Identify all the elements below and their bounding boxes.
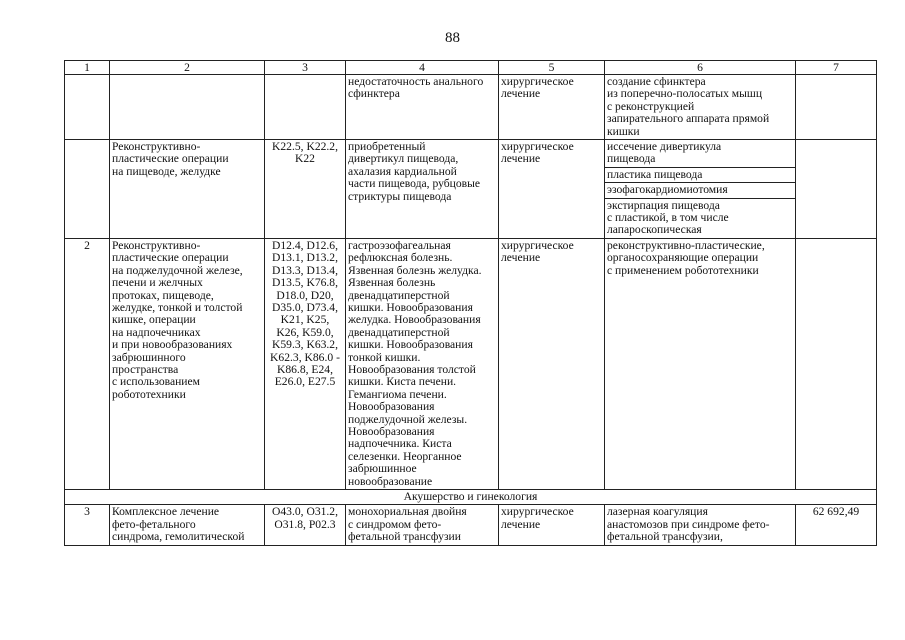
text-line: D13.5, K76.8, (271, 276, 339, 290)
text-line: кишке, операции (112, 313, 196, 327)
text-line: с реконструкцией (607, 99, 695, 113)
treatment-method (605, 505, 796, 545)
text-line: лечение (501, 87, 541, 101)
text-line: Гемангиома печени. (348, 387, 447, 401)
text-line: Реконструктивно- (112, 140, 201, 154)
treatment-method (605, 75, 796, 140)
text-line: D35.0, D73.4, (271, 300, 339, 314)
text-line: приобретенный (348, 140, 426, 154)
text-line: фетальной трансфузии, (607, 530, 723, 544)
text-line: лечение (501, 152, 541, 166)
method-item (605, 183, 795, 198)
text-line: с применением робототехники (607, 263, 759, 277)
cost-value (796, 238, 877, 489)
table-row (65, 140, 877, 239)
text-line: хирургическое (501, 140, 574, 154)
text-line: робототехники (112, 387, 186, 401)
text-line: хирургическое (501, 75, 574, 88)
patient-model (346, 75, 499, 140)
text-line: K86.8, E24, (276, 362, 334, 376)
treatment-type (499, 75, 605, 140)
text-line: Комплексное лечение (112, 505, 220, 519)
text-line: рефлюксная болезнь. (348, 251, 453, 265)
header-col-1: 1 (65, 61, 110, 75)
icd-codes (265, 238, 346, 489)
text-line: фетальной трансфузии (348, 530, 461, 544)
text-line: кишки. Киста печени. (348, 375, 457, 389)
text-line: пластика пищевода (607, 167, 703, 181)
table-row (65, 505, 877, 545)
text-line: лечение (501, 251, 541, 265)
text-line: монохориальная двойня (348, 505, 467, 519)
text-line: сфинктера (348, 87, 400, 101)
cost-value: 62 692,49 (796, 505, 877, 545)
text-line: K59.3, K63.2, (271, 338, 339, 352)
row-number (65, 75, 110, 140)
text-line: на пищеводе, желудке (112, 164, 221, 178)
text-line: Новообразования (348, 400, 435, 414)
text-line: лапароскопическая (607, 223, 702, 237)
text-line: гастроэзофагеальная (348, 238, 451, 252)
text-line: дивертикул пищевода, (348, 152, 459, 166)
care-type-name (110, 238, 265, 489)
text-line: пластические операции (112, 251, 229, 265)
text-line: реконструктивно-пластические, (607, 238, 765, 252)
icd-codes (265, 75, 346, 140)
text-line: D13.1, D13.2, (271, 251, 339, 265)
text-line: и при новообразованиях (112, 338, 233, 352)
text-line: Новообразования (348, 424, 435, 438)
icd-codes (265, 140, 346, 239)
text-line: с синдромом фето- (348, 517, 442, 531)
header-col-7: 7 (796, 61, 877, 75)
text-line: запирательного аппарата прямой (607, 112, 770, 126)
text-line: лазерная коагуляция (607, 505, 708, 519)
treatment-type (499, 238, 605, 489)
page-number: 88 (445, 30, 460, 46)
text-line: кишки (607, 124, 640, 138)
text-line: новообразование (348, 474, 433, 488)
text-line: O43.0, O31.2, (271, 505, 339, 519)
table-row (65, 238, 877, 489)
text-line: синдрома, гемолитической (112, 530, 245, 544)
header-col-5: 5 (499, 61, 605, 75)
text-line: двенадцатиперстной (348, 325, 450, 339)
text-line: пищевода (607, 152, 656, 166)
text-line: хирургическое (501, 238, 574, 252)
text-line: из поперечно-полосатых мышц (607, 87, 763, 101)
method-item (605, 199, 795, 238)
care-type-name (110, 75, 265, 140)
text-line: двенадцатиперстной (348, 288, 450, 302)
care-type-name (110, 505, 265, 545)
cost-value (796, 140, 877, 239)
row-number (65, 140, 110, 239)
text-line: Новообразования толстой (348, 362, 476, 376)
text-line: кишки. Новообразования (348, 338, 473, 352)
text-line: пространства (112, 362, 179, 376)
text-line: стриктуры пищевода (348, 189, 452, 203)
text-line: K21, K25, (280, 313, 330, 327)
text-line: желудка. Новообразования (348, 313, 481, 327)
text-line: с пластикой, в том числе (607, 211, 729, 225)
text-line: части пищевода, рубцовые (348, 177, 481, 191)
patient-model (346, 238, 499, 489)
medical-care-table (64, 60, 877, 546)
text-line: на поджелудочной железе, (112, 263, 243, 277)
text-line: забрюшинное (348, 462, 417, 476)
text-line: печени и желчных (112, 276, 203, 290)
text-line: Язвенная болезнь (348, 276, 436, 290)
header-row (65, 61, 877, 75)
text-line: E26.0, E27.5 (274, 375, 336, 389)
text-line: тонкой кишки. (348, 350, 421, 364)
text-line: Реконструктивно- (112, 238, 201, 252)
text-line: K62.3, K86.0 - (270, 350, 340, 364)
care-type-name (110, 140, 265, 239)
text-line: поджелудочной железы. (348, 412, 468, 426)
text-line: создание сфинктера (607, 75, 706, 88)
header-col-4: 4 (346, 61, 499, 75)
text-line: хирургическое (501, 505, 574, 519)
text-line: D18.0, D20, (276, 288, 334, 302)
section-title: Акушерство и гинекология (65, 490, 877, 505)
text-line: с использованием (112, 375, 200, 389)
text-line: Язвенная болезнь желудка. (348, 263, 482, 277)
text-line: недостаточность анального (348, 75, 484, 88)
text-line: D13.3, D13.4, (271, 263, 339, 277)
method-item (605, 168, 795, 183)
table-row (65, 75, 877, 140)
text-line: ахалазия кардиальной (348, 164, 457, 178)
text-line: забрюшинного (112, 350, 186, 364)
text-line: K26, K59.0, (276, 325, 334, 339)
section-row (65, 490, 877, 505)
text-line: кишки. Новообразования (348, 300, 473, 314)
treatment-method (605, 238, 796, 489)
header-col-6: 6 (605, 61, 796, 75)
text-line: K22 (295, 152, 315, 166)
cost-value (796, 75, 877, 140)
treatment-method (605, 140, 796, 239)
text-line: анастомозов при синдроме фето- (607, 517, 770, 531)
text-line: органосохраняющие операции (607, 251, 759, 265)
treatment-type (499, 140, 605, 239)
header-col-3: 3 (265, 61, 346, 75)
text-line: K22.5, K22.2, (271, 140, 339, 154)
text-line: экстирпация пищевода (607, 198, 720, 212)
patient-model (346, 140, 499, 239)
icd-codes (265, 505, 346, 545)
text-line: O31.8, P02.3 (274, 517, 336, 531)
text-line: эзофагокардиомиотомия (607, 183, 728, 197)
row-number: 3 (65, 505, 110, 545)
text-line: надпочечника. Киста (348, 437, 452, 451)
text-line: на надпочечниках (112, 325, 201, 339)
text-line: протоках, пищеводе, (112, 288, 214, 302)
text-line: желудке, тонкой и толстой (112, 300, 243, 314)
text-line: пластические операции (112, 152, 229, 166)
text-line: иссечение дивертикула (607, 140, 722, 154)
method-item (605, 140, 795, 168)
text-line: лечение (501, 517, 541, 531)
header-col-2: 2 (110, 61, 265, 75)
treatment-type (499, 505, 605, 545)
text-line: фето-фетального (112, 517, 196, 531)
text-line: D12.4, D12.6, (271, 238, 339, 252)
text-line: селезенки. Неорганное (348, 449, 462, 463)
row-number: 2 (65, 238, 110, 489)
patient-model (346, 505, 499, 545)
